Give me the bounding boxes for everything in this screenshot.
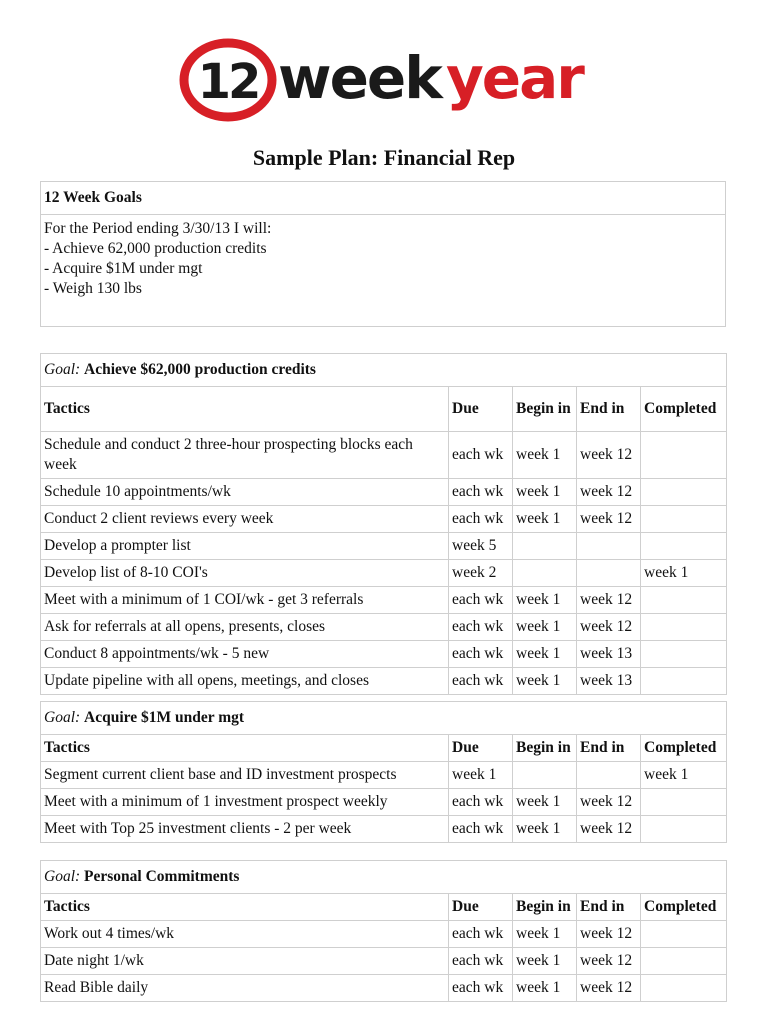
logo-number: 12 [197,54,259,110]
table-row [41,641,727,668]
tactic-cell: Develop list of 8-10 COI's [41,560,449,587]
due-cell: each wk [449,641,513,668]
goal-title: Goal: Acquire $1M under mgt [41,702,727,735]
tactic-cell: Meet with a minimum of 1 COI/wk - get 3 referrals [41,587,449,614]
column-header-end: End in [577,387,641,432]
column-header-end: End in [577,735,641,762]
end-cell: week 12 [577,948,641,975]
end-cell: week 12 [577,432,641,479]
tactic-cell: Meet with Top 25 investment clients - 2 per week [41,816,449,843]
begin-cell: week 1 [513,975,577,1002]
tactic-cell: Meet with a minimum of 1 investment prospect weekly [41,789,449,816]
column-header-completed: Completed [641,387,727,432]
due-cell: each wk [449,789,513,816]
end-cell: week 13 [577,668,641,695]
tactic-cell: Schedule and conduct 2 three-hour prospecting blocks each week [41,432,449,479]
end-cell [577,560,641,587]
logo-word-week: week [278,44,441,112]
end-cell: week 12 [577,921,641,948]
due-cell: week 5 [449,533,513,560]
begin-cell: week 1 [513,432,577,479]
table-row [41,533,727,560]
goal-table-personal-commitments [40,860,727,1002]
column-header-end: End in [577,894,641,921]
due-cell: each wk [449,587,513,614]
begin-cell: week 1 [513,614,577,641]
table-row [41,479,727,506]
table-row [41,587,727,614]
table-row [41,975,727,1002]
goal-title: Goal: Personal Commitments [41,861,727,894]
goals-box-header: 12 Week Goals [41,182,726,215]
table-row [41,432,727,479]
due-cell: each wk [449,948,513,975]
completed-cell [641,614,727,641]
tactic-cell: Read Bible daily [41,975,449,1002]
end-cell: week 13 [577,641,641,668]
end-cell: week 12 [577,789,641,816]
table-row [41,762,727,789]
tactic-cell: Conduct 8 appointments/wk - 5 new [41,641,449,668]
begin-cell: week 1 [513,816,577,843]
goals-box-body [41,215,726,327]
due-cell: each wk [449,479,513,506]
begin-cell [513,533,577,560]
column-header-due: Due [449,894,513,921]
begin-cell: week 1 [513,668,577,695]
end-cell: week 12 [577,816,641,843]
completed-cell: week 1 [641,560,727,587]
due-cell: each wk [449,975,513,1002]
due-cell: each wk [449,921,513,948]
end-cell: week 12 [577,614,641,641]
completed-cell [641,816,727,843]
completed-cell [641,789,727,816]
end-cell [577,533,641,560]
tactic-cell: Work out 4 times/wk [41,921,449,948]
end-cell: week 12 [577,479,641,506]
tactic-cell: Ask for referrals at all opens, presents, closes [41,614,449,641]
goals-line: - Acquire $1M under mgt [44,260,203,277]
table-row [41,560,727,587]
completed-cell [641,975,727,1002]
goal-table-assets-under-mgt [40,701,727,843]
completed-cell [641,506,727,533]
due-cell: each wk [449,816,513,843]
column-header-due: Due [449,735,513,762]
begin-cell [513,762,577,789]
due-cell: each wk [449,668,513,695]
column-header-tactics: Tactics [41,894,449,921]
table-row [41,614,727,641]
twelve-week-goals-box [40,181,726,327]
completed-cell [641,587,727,614]
logo-word-year: year [446,44,583,112]
begin-cell: week 1 [513,789,577,816]
begin-cell: week 1 [513,587,577,614]
completed-cell [641,432,727,479]
tactic-cell: Develop a prompter list [41,533,449,560]
end-cell: week 12 [577,587,641,614]
column-header-due: Due [449,387,513,432]
goal-table-production-credits [40,353,727,695]
column-header-begin: Begin in [513,894,577,921]
completed-cell [641,921,727,948]
due-cell: week 1 [449,762,513,789]
completed-cell [641,479,727,506]
tactic-cell: Date night 1/wk [41,948,449,975]
completed-cell [641,948,727,975]
begin-cell: week 1 [513,921,577,948]
end-cell [577,762,641,789]
due-cell: each wk [449,614,513,641]
begin-cell: week 1 [513,641,577,668]
goals-line: - Weigh 130 lbs [44,280,142,297]
table-row [41,668,727,695]
tactic-cell: Segment current client base and ID investment prospects [41,762,449,789]
logo-ring-icon [178,34,278,124]
completed-cell: week 1 [641,762,727,789]
begin-cell: week 1 [513,506,577,533]
logo-12-week-year [178,34,598,124]
tactic-cell: Schedule 10 appointments/wk [41,479,449,506]
column-header-completed: Completed [641,894,727,921]
page-title: Sample Plan: Financial Rep [252,145,516,170]
end-cell: week 12 [577,975,641,1002]
column-header-begin: Begin in [513,387,577,432]
completed-cell [641,533,727,560]
tactic-cell: Update pipeline with all opens, meetings, and closes [41,668,449,695]
due-cell: each wk [449,432,513,479]
begin-cell: week 1 [513,948,577,975]
table-row [41,789,727,816]
table-row [41,816,727,843]
goals-line: - Achieve 62,000 production credits [44,240,267,257]
begin-cell: week 1 [513,479,577,506]
due-cell: week 2 [449,560,513,587]
tactic-cell: Conduct 2 client reviews every week [41,506,449,533]
column-header-tactics: Tactics [41,387,449,432]
completed-cell [641,668,727,695]
table-row [41,506,727,533]
due-cell: each wk [449,506,513,533]
goal-title: Goal: Achieve $62,000 production credits [41,354,727,387]
column-header-completed: Completed [641,735,727,762]
table-row [41,921,727,948]
column-header-tactics: Tactics [41,735,449,762]
goals-line: For the Period ending 3/30/13 I will: [44,220,272,237]
table-row [41,948,727,975]
column-header-begin: Begin in [513,735,577,762]
completed-cell [641,641,727,668]
begin-cell [513,560,577,587]
end-cell: week 12 [577,506,641,533]
